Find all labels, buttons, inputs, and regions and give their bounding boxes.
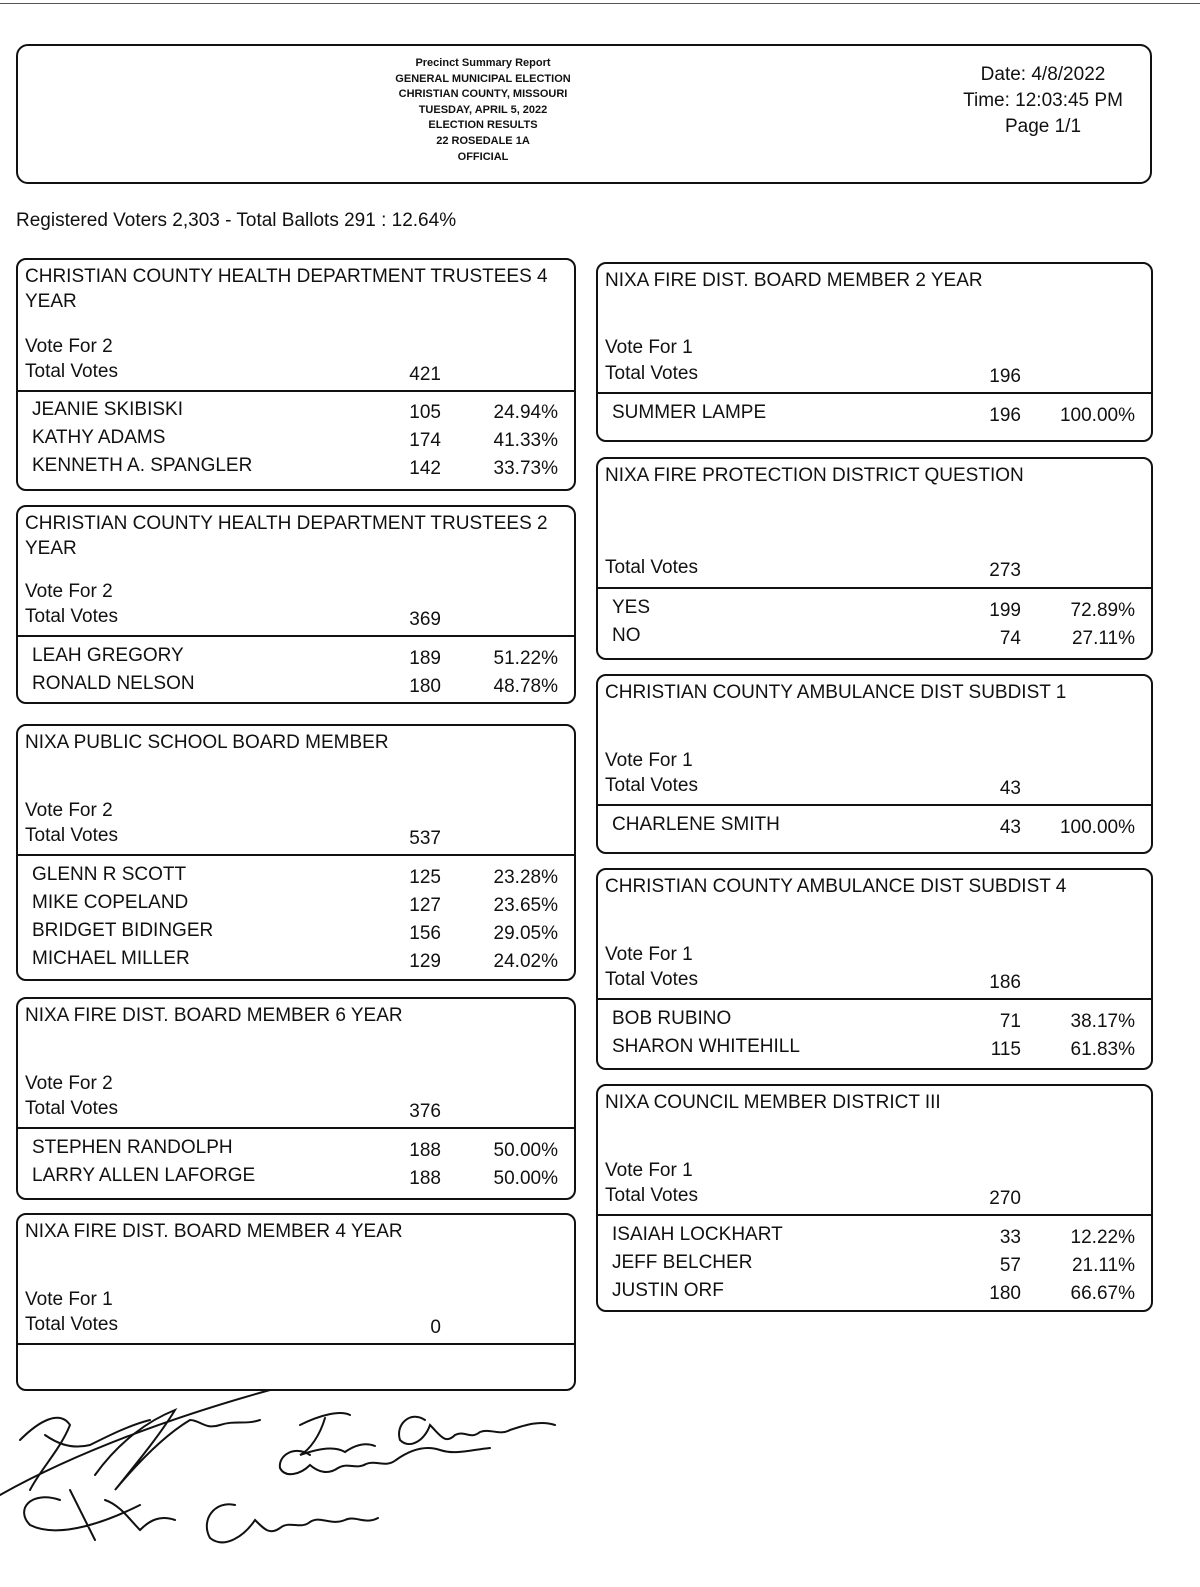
- candidate-row: [18, 864, 574, 892]
- contest-box: [16, 1213, 576, 1391]
- candidate-votes: 33: [999, 1227, 1021, 1248]
- candidate-percent: 12.22%: [1070, 1227, 1135, 1248]
- vote-for-label: Vote For 1: [605, 1160, 693, 1181]
- candidate-votes: 196: [989, 405, 1021, 426]
- candidate-percent: 38.17%: [1070, 1011, 1135, 1032]
- contest-title: NIXA PUBLIC SCHOOL BOARD MEMBER: [25, 732, 389, 753]
- total-votes-label: Total Votes: [605, 557, 698, 578]
- candidate-row: [18, 399, 574, 427]
- candidate-percent: 66.67%: [1070, 1283, 1135, 1304]
- candidate-percent: 29.05%: [493, 923, 558, 944]
- report-title: Precinct Summary Report: [415, 57, 551, 69]
- contest-title: CHRISTIAN COUNTY HEALTH DEPARTMENT TRUSTEES 4 YEAR: [25, 266, 548, 312]
- vote-for-label: Vote For 1: [605, 337, 693, 358]
- vote-for-label: Vote For 2: [25, 800, 113, 821]
- total-votes-value: 369: [409, 609, 441, 630]
- contest-title: CHRISTIAN COUNTY AMBULANCE DIST SUBDIST 1: [605, 682, 1067, 703]
- candidate-row: [598, 597, 1151, 625]
- total-votes-value: 43: [999, 778, 1021, 799]
- total-votes-label: Total Votes: [605, 969, 698, 990]
- candidate-votes: 43: [999, 817, 1021, 838]
- candidate-votes: 142: [409, 458, 441, 479]
- contest-box: [16, 724, 576, 981]
- candidate-row: [18, 1165, 574, 1193]
- candidate-votes: 156: [409, 923, 441, 944]
- candidate-row: [598, 1224, 1151, 1252]
- total-votes-label: Total Votes: [25, 361, 118, 382]
- contest-title: NIXA COUNCIL MEMBER DISTRICT III: [605, 1092, 941, 1113]
- total-votes-value: 421: [409, 364, 441, 385]
- total-votes-value: 537: [409, 828, 441, 849]
- candidate-row: [598, 1036, 1151, 1064]
- candidate-percent: 72.89%: [1070, 600, 1135, 621]
- contest-divider: [598, 998, 1151, 1000]
- candidate-name: KATHY ADAMS: [32, 427, 166, 448]
- results-label: ELECTION RESULTS: [428, 119, 538, 132]
- contest-divider: [18, 390, 574, 392]
- candidate-votes: 188: [409, 1168, 441, 1189]
- candidate-row: [18, 673, 574, 701]
- contest-title: NIXA FIRE DIST. BOARD MEMBER 6 YEAR: [25, 1005, 403, 1026]
- jurisdiction: CHRISTIAN COUNTY, MISSOURI: [398, 88, 568, 101]
- page-top-rule: [0, 3, 1200, 4]
- candidate-votes: 127: [409, 895, 441, 916]
- candidate-row: [18, 455, 574, 483]
- candidate-row: [18, 645, 574, 673]
- vote-for-label: Vote For 1: [25, 1289, 113, 1310]
- report-meta: [943, 62, 1143, 140]
- total-votes-label: Total Votes: [605, 775, 698, 796]
- total-votes-value: 0: [430, 1317, 441, 1338]
- total-votes-label: Total Votes: [605, 363, 698, 384]
- candidate-percent: 48.78%: [493, 676, 558, 697]
- candidate-votes: 199: [989, 600, 1021, 621]
- contest-divider: [18, 635, 574, 637]
- candidate-row: [598, 1280, 1151, 1308]
- total-votes-value: 196: [989, 366, 1021, 387]
- vote-for-label: Vote For 2: [25, 336, 113, 357]
- report-time: Time: 12:03:45 PM: [963, 90, 1123, 111]
- report-header: [16, 44, 1152, 184]
- report-date: Date: 4/8/2022: [980, 64, 1106, 85]
- vote-for-label: Vote For 2: [25, 1073, 113, 1094]
- candidate-row: [598, 402, 1151, 430]
- candidate-percent: 24.94%: [493, 402, 558, 423]
- candidate-name: LARRY ALLEN LAFORGE: [32, 1165, 256, 1186]
- contest-box: [16, 997, 576, 1200]
- candidate-percent: 23.65%: [493, 895, 558, 916]
- candidate-name: ISAIAH LOCKHART: [612, 1224, 783, 1245]
- signatures-image: [0, 1380, 600, 1580]
- contest-box: [596, 457, 1153, 660]
- candidate-votes: 74: [999, 628, 1021, 649]
- candidate-name: JUSTIN ORF: [612, 1280, 724, 1301]
- candidate-votes: 189: [409, 648, 441, 669]
- contest-box: [596, 1084, 1153, 1312]
- candidate-votes: 174: [409, 430, 441, 451]
- candidate-votes: 180: [409, 676, 441, 697]
- total-votes-label: Total Votes: [605, 1185, 698, 1206]
- total-votes-value: 273: [989, 560, 1021, 581]
- candidate-name: KENNETH A. SPANGLER: [32, 455, 253, 476]
- total-votes-label: Total Votes: [25, 606, 118, 627]
- contest-divider: [598, 392, 1151, 394]
- report-title-block: [358, 56, 608, 165]
- contest-title: CHRISTIAN COUNTY AMBULANCE DIST SUBDIST 4: [605, 876, 1067, 897]
- contest-box: [16, 505, 576, 704]
- candidate-percent: 33.73%: [493, 458, 558, 479]
- contest-divider: [598, 804, 1151, 806]
- candidate-percent: 27.11%: [1071, 628, 1135, 649]
- contest-divider: [18, 1127, 574, 1129]
- contest-title: NIXA FIRE DIST. BOARD MEMBER 2 YEAR: [605, 270, 983, 291]
- candidate-votes: 125: [409, 867, 441, 888]
- candidate-row: [598, 1008, 1151, 1036]
- candidate-row: [598, 814, 1151, 842]
- contest-box: [596, 262, 1153, 442]
- candidate-name: SUMMER LAMPE: [612, 402, 767, 423]
- total-votes-value: 186: [989, 972, 1021, 993]
- vote-for-label: Vote For 1: [605, 944, 693, 965]
- candidate-percent: 61.83%: [1070, 1039, 1135, 1060]
- candidate-percent: 50.00%: [493, 1168, 558, 1189]
- total-votes-value: 270: [989, 1188, 1021, 1209]
- candidate-name: JEANIE SKIBISKI: [32, 399, 183, 420]
- empty-candidate-area: [18, 1343, 574, 1345]
- candidate-name: RONALD NELSON: [32, 673, 195, 694]
- contest-divider: [598, 587, 1151, 589]
- total-votes-label: Total Votes: [25, 1314, 118, 1335]
- candidate-percent: 23.28%: [493, 867, 558, 888]
- candidate-votes: 71: [999, 1011, 1021, 1032]
- candidate-row: [598, 625, 1151, 653]
- candidate-name: CHARLENE SMITH: [612, 814, 780, 835]
- candidate-votes: 180: [989, 1283, 1021, 1304]
- candidate-name: MIKE COPELAND: [32, 892, 189, 913]
- candidate-name: MICHAEL MILLER: [32, 948, 190, 969]
- candidate-name: STEPHEN RANDOLPH: [32, 1137, 233, 1158]
- candidate-percent: 21.11%: [1071, 1255, 1135, 1276]
- contest-box: [596, 868, 1153, 1070]
- candidate-name: JEFF BELCHER: [612, 1252, 753, 1273]
- candidate-row: [598, 1252, 1151, 1280]
- contest-box: [596, 674, 1153, 854]
- candidate-name: SHARON WHITEHILL: [612, 1036, 800, 1057]
- total-votes-value: 376: [409, 1101, 441, 1122]
- candidate-name: BOB RUBINO: [612, 1008, 732, 1029]
- registered-voters-summary: Registered Voters 2,303 - Total Ballots 291 : 12.64%: [16, 210, 457, 231]
- candidate-name: BRIDGET BIDINGER: [32, 920, 214, 941]
- candidate-row: [18, 427, 574, 455]
- candidate-row: [18, 948, 574, 976]
- contest-title: NIXA FIRE PROTECTION DISTRICT QUESTION: [605, 465, 1024, 486]
- candidate-name: GLENN R SCOTT: [32, 864, 187, 885]
- official-label: OFFICIAL: [457, 150, 509, 163]
- total-votes-label: Total Votes: [25, 1098, 118, 1119]
- total-votes-label: Total Votes: [25, 825, 118, 846]
- candidate-votes: 115: [990, 1039, 1021, 1060]
- election-name: GENERAL MUNICIPAL ELECTION: [395, 72, 571, 85]
- candidate-name: NO: [612, 625, 641, 646]
- candidate-name: YES: [612, 597, 651, 618]
- candidate-votes: 188: [409, 1140, 441, 1161]
- candidate-percent: 100.00%: [1059, 405, 1135, 426]
- vote-for-label: Vote For 1: [605, 750, 693, 771]
- contest-box: [16, 258, 576, 491]
- election-date: TUESDAY, APRIL 5, 2022: [418, 103, 548, 116]
- vote-for-label: Vote For 2: [25, 581, 113, 602]
- candidate-percent: 24.02%: [493, 951, 558, 972]
- candidate-percent: 50.00%: [493, 1140, 558, 1161]
- candidate-votes: 105: [409, 402, 441, 423]
- candidate-votes: 57: [999, 1255, 1021, 1276]
- candidate-row: [18, 920, 574, 948]
- contest-title: NIXA FIRE DIST. BOARD MEMBER 4 YEAR: [25, 1221, 403, 1242]
- candidate-percent: 100.00%: [1059, 817, 1135, 838]
- contest-title: CHRISTIAN COUNTY HEALTH DEPARTMENT TRUSTEES 2 YEAR: [25, 513, 548, 559]
- page-number: Page 1/1: [1004, 116, 1082, 137]
- candidate-row: [18, 1137, 574, 1165]
- candidate-votes: 129: [409, 951, 441, 972]
- contest-divider: [18, 854, 574, 856]
- candidate-row: [18, 892, 574, 920]
- contest-divider: [598, 1214, 1151, 1216]
- candidate-percent: 51.22%: [493, 648, 558, 669]
- candidate-name: LEAH GREGORY: [32, 645, 184, 666]
- candidate-percent: 41.33%: [493, 430, 558, 451]
- precinct-name: 22 ROSEDALE 1A: [436, 134, 530, 147]
